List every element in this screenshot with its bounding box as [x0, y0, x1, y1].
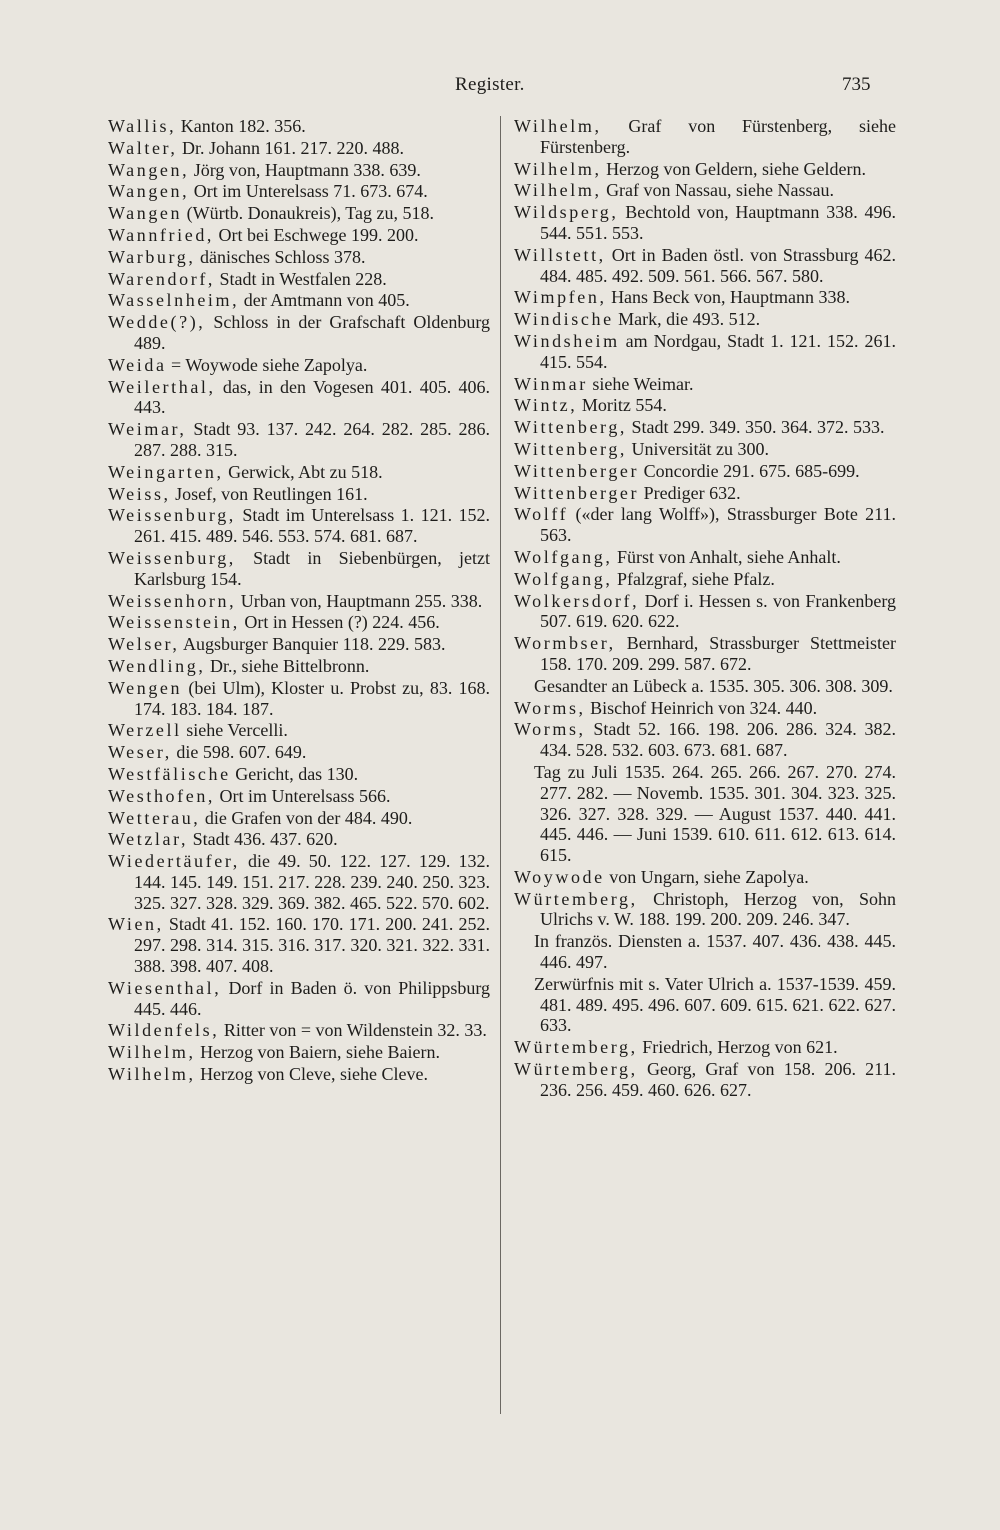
- index-references: Stadt in Siebenbürgen, jetzt Karlsburg 154.: [134, 547, 491, 589]
- index-entry: [108, 160, 490, 181]
- index-headword: Woywode: [514, 866, 605, 887]
- index-entry: [514, 1037, 896, 1058]
- index-headword: Wilhelm,: [108, 1042, 196, 1063]
- index-references: Dorf i. Hessen s. von Frankenberg 507. 619. 620. 622.: [540, 590, 896, 632]
- index-references: die 49. 50. 122. 127. 129. 132. 144. 145. 149. 151. 217. 228. 239. 240. 250. 323. 325. 327. 328. 329. 369. 382. 465. 522. 570. 602.: [134, 851, 490, 913]
- index-references: Stadt in Westfalen 228.: [219, 268, 387, 289]
- index-entry: [108, 808, 490, 829]
- index-references: Moritz 554.: [581, 395, 667, 416]
- index-headword: Wedde(?),: [108, 312, 206, 333]
- index-references: Gerwick, Abt zu 518.: [228, 461, 383, 482]
- index-entry: [514, 245, 896, 287]
- index-entry: [108, 720, 490, 741]
- index-references: Stadt 93. 137. 242. 264. 282. 285. 286. 287. 288. 315.: [134, 419, 490, 460]
- index-column-left: [108, 116, 490, 1086]
- index-entry: [514, 483, 896, 504]
- index-headword: Wittenberg,: [514, 417, 628, 438]
- index-entry: [514, 889, 896, 931]
- index-references: Herzog von Cleve, siehe Cleve.: [200, 1064, 428, 1085]
- index-entry: [108, 548, 490, 590]
- index-entry: [108, 269, 490, 290]
- index-references: Josef, von Reutlingen 161.: [175, 483, 368, 504]
- index-references: Christoph, Herzog von, Sohn Ulrichs v. W. 188. 199. 200. 209. 246. 347.: [540, 888, 897, 930]
- index-entry: [514, 202, 896, 244]
- index-entry: [108, 355, 490, 376]
- index-headword: Wengen: [108, 677, 183, 698]
- index-headword: Weissenstein,: [108, 612, 240, 633]
- index-headword: Werzell: [108, 720, 182, 741]
- index-references: die 598. 607. 649.: [176, 742, 307, 763]
- index-entry: [108, 462, 490, 483]
- index-subentry: [514, 762, 896, 866]
- index-references: Gericht, das 130.: [235, 763, 359, 784]
- index-references: Stadt im Unterelsass 1. 121. 152. 261. 415. 489. 546. 553. 574. 681. 687.: [134, 505, 490, 547]
- index-headword: Wetzlar,: [108, 829, 189, 850]
- index-headword: Weilerthal,: [108, 376, 216, 397]
- index-references: am Nordgau, Stadt 1. 121. 152. 261. 415. 554.: [540, 330, 896, 372]
- index-headword: Wannfried,: [108, 224, 215, 245]
- index-entry: [514, 309, 896, 330]
- index-entry: [514, 116, 896, 158]
- index-entry: [514, 547, 896, 568]
- index-entry: [514, 417, 896, 438]
- index-entry: [514, 374, 896, 395]
- index-subentry: [514, 974, 896, 1036]
- index-references: dänisches Schloss 378.: [200, 246, 366, 267]
- index-entry: [514, 287, 896, 308]
- index-entry: [514, 1059, 896, 1101]
- index-entry: [514, 591, 896, 633]
- index-references: Ort in Hessen (?) 224. 456.: [244, 612, 440, 633]
- index-headword: Worms,: [514, 697, 586, 718]
- page-number: 735: [842, 74, 871, 95]
- index-references: Ritter von = von Wildenstein 32. 33.: [223, 1020, 487, 1041]
- index-references: siehe Vercelli.: [186, 720, 288, 741]
- index-headword: Westhofen,: [108, 785, 216, 806]
- index-headword: Wittenberger: [514, 460, 640, 481]
- index-entry: [108, 591, 490, 612]
- index-references: Jörg von, Hauptmann 338. 639.: [193, 159, 421, 180]
- index-headword: Warburg,: [108, 246, 196, 267]
- index-entry: [108, 505, 490, 547]
- index-references: Bechtold von, Hauptmann 338. 496. 544. 551. 553.: [540, 202, 897, 243]
- index-entry: [108, 247, 490, 268]
- index-headword: Wiesenthal,: [108, 977, 222, 998]
- index-headword: Weida: [108, 354, 167, 375]
- index-entry: [514, 331, 896, 373]
- index-headword: Weiss,: [108, 483, 171, 504]
- index-headword: Weimar,: [108, 419, 187, 440]
- index-entry: [108, 612, 490, 633]
- index-references: Schloss in der Grafschaft Oldenburg 489.: [134, 312, 491, 353]
- index-headword: Wetterau,: [108, 807, 201, 828]
- index-references: Bischof Heinrich von 324. 440.: [590, 697, 818, 718]
- index-references: Ort in Baden östl. von Strassburg 462. 484. 485. 492. 509. 561. 566. 567. 580.: [540, 244, 896, 286]
- index-headword: Würtemberg,: [514, 1059, 638, 1080]
- index-headword: Willstett,: [514, 244, 606, 265]
- index-entry: [514, 461, 896, 482]
- index-headword: Windsheim: [514, 330, 620, 351]
- index-headword: Wolfgang,: [514, 568, 613, 589]
- index-entry: [514, 867, 896, 888]
- index-references: Graf von Fürstenberg, siehe Fürstenberg.: [540, 116, 896, 157]
- index-headword: Weingarten,: [108, 461, 224, 482]
- index-references: Hans Beck von, Hauptmann 338.: [611, 287, 851, 308]
- index-subentry: [514, 931, 896, 973]
- index-headword: Wolff: [514, 504, 569, 525]
- index-references: Dr. Johann 161. 217. 220. 488.: [182, 137, 405, 158]
- index-entry: [108, 377, 490, 419]
- index-headword: Wildenfels,: [108, 1020, 220, 1041]
- index-headword: Walter,: [108, 137, 178, 158]
- index-references: Concordie 291. 675. 685-699.: [643, 460, 860, 481]
- index-entry: [108, 1020, 490, 1041]
- index-headword: Weissenburg,: [108, 547, 236, 568]
- index-entry: [514, 395, 896, 416]
- index-references: (bei Ulm), Kloster u. Probst zu, 83. 168. 174. 183. 184. 187.: [134, 677, 491, 719]
- index-headword: Wiedertäufer,: [108, 851, 240, 872]
- index-entry: [108, 678, 490, 720]
- index-entry: [108, 851, 490, 913]
- index-entry: [514, 159, 896, 180]
- index-headword: Wangen: [108, 203, 183, 224]
- index-headword: Wangen,: [108, 181, 190, 202]
- index-headword: Wolfgang,: [514, 546, 613, 567]
- index-headword: Wilhelm,: [514, 158, 602, 179]
- index-headword: Wittenberger: [514, 482, 640, 503]
- index-entry: [108, 1064, 490, 1085]
- page-title: Register.: [455, 74, 525, 95]
- index-headword: Wolkersdorf,: [514, 590, 640, 611]
- index-entry: [108, 203, 490, 224]
- index-entry: [108, 978, 490, 1020]
- index-entry: [514, 180, 896, 201]
- index-headword: Windische: [514, 309, 614, 330]
- index-references: Gesandter an Lübeck a. 1535. 305. 306. 308. 309.: [534, 675, 893, 696]
- index-entry: [514, 504, 896, 546]
- index-headword: Weissenburg,: [108, 505, 236, 526]
- index-headword: Wimpfen,: [514, 287, 607, 308]
- index-entry: [108, 634, 490, 655]
- index-entry: [108, 786, 490, 807]
- index-entry: [108, 764, 490, 785]
- index-subentry: [514, 676, 896, 697]
- index-entry: [514, 569, 896, 590]
- index-references: Friedrich, Herzog von 621.: [642, 1037, 838, 1058]
- index-entry: [108, 290, 490, 311]
- index-entry: [108, 312, 490, 354]
- index-headword: Winmar: [514, 373, 588, 394]
- index-headword: Wasselnheim,: [108, 290, 240, 311]
- index-headword: Würtemberg,: [514, 1037, 638, 1058]
- index-entry: [108, 116, 490, 137]
- index-references: Urban von, Hauptmann 255. 338.: [240, 590, 483, 611]
- index-references: Zerwürfnis mit s. Vater Ulrich a. 1537-1539. 459. 481. 489. 495. 496. 607. 609. 615. 621. 622. 627. 633.: [534, 973, 896, 1036]
- index-references: die Grafen von der 484. 490.: [204, 807, 413, 828]
- index-entry: [514, 633, 896, 675]
- index-references: das, in den Vogesen 401. 405. 406. 443.: [134, 376, 490, 418]
- index-headword: Wormbser,: [514, 633, 616, 654]
- index-references: Mark, die 493. 512.: [618, 309, 761, 330]
- index-headword: Wangen,: [108, 159, 190, 180]
- index-references: Stadt 436. 437. 620.: [192, 829, 338, 850]
- index-entry: [514, 439, 896, 460]
- index-entry: [108, 914, 490, 976]
- index-entry: [108, 829, 490, 850]
- index-headword: Würtemberg,: [514, 888, 638, 909]
- index-references: («der lang Wolff»), Strassburger Bote 211. 563.: [540, 504, 896, 546]
- index-headword: Wildsperg,: [514, 202, 619, 223]
- index-entry: [108, 225, 490, 246]
- index-references: Stadt 41. 152. 160. 170. 171. 200. 241. 252. 297. 298. 314. 315. 316. 317. 320. 321. 322. 331. 388. 398. 407. 408.: [134, 914, 490, 977]
- index-references: Ort im Unterelsass 71. 673. 674.: [193, 181, 428, 202]
- index-references: (Würtb. Donaukreis), Tag zu, 518.: [186, 203, 434, 224]
- index-entry: [514, 719, 896, 761]
- index-references: siehe Weimar.: [592, 373, 694, 394]
- page-header: [0, 74, 1000, 104]
- index-references: Kanton 182. 356.: [180, 116, 306, 136]
- index-entry: [108, 484, 490, 505]
- index-references: von Ungarn, siehe Zapolya.: [609, 866, 809, 887]
- index-headword: Wilhelm,: [108, 1064, 196, 1085]
- index-references: In französ. Diensten a. 1537. 407. 436. 438. 445. 446. 497.: [534, 931, 896, 973]
- index-references: Dr., siehe Bittelbronn.: [209, 655, 370, 676]
- index-headword: Wien,: [108, 914, 164, 935]
- index-references: Georg, Graf von 158. 206. 211. 236. 256. 459. 460. 626. 627.: [540, 1059, 896, 1100]
- index-references: Prediger 632.: [643, 482, 741, 503]
- index-headword: Weser,: [108, 742, 172, 763]
- column-divider: [500, 116, 501, 1414]
- index-headword: Wallis,: [108, 116, 177, 136]
- index-entry: [514, 698, 896, 719]
- index-references: Herzog von Geldern, siehe Geldern.: [606, 158, 866, 179]
- index-references: Ort bei Eschwege 199. 200.: [218, 224, 419, 245]
- index-references: Fürst von Anhalt, siehe Anhalt.: [616, 546, 841, 567]
- index-references: Universität zu 300.: [631, 438, 770, 459]
- index-column-right: [514, 116, 896, 1102]
- index-entry: [108, 1042, 490, 1063]
- index-entry: [108, 419, 490, 461]
- index-headword: Warendorf,: [108, 268, 216, 289]
- index-references: Augsburger Banquier 118. 229. 583.: [183, 634, 446, 655]
- index-headword: Wintz,: [514, 395, 578, 416]
- index-headword: Wendling,: [108, 655, 206, 676]
- index-headword: Worms,: [514, 719, 586, 740]
- index-references: Ort im Unterelsass 566.: [219, 785, 391, 806]
- index-references: Stadt 52. 166. 198. 206. 286. 324. 382. 434. 528. 532. 603. 673. 681. 687.: [540, 719, 896, 761]
- index-headword: Westfälische: [108, 763, 231, 784]
- index-headword: Wilhelm,: [514, 180, 602, 201]
- index-references: Pfalzgraf, siehe Pfalz.: [616, 568, 775, 589]
- index-references: Bernhard, Strassburger Stettmeister 158. 170. 209. 299. 587. 672.: [540, 633, 896, 674]
- index-entry: [108, 138, 490, 159]
- index-headword: Wilhelm,: [514, 116, 602, 136]
- index-references: = Woywode siehe Zapolya.: [171, 354, 368, 375]
- index-references: Herzog von Baiern, siehe Baiern.: [200, 1042, 440, 1063]
- index-entry: [108, 656, 490, 677]
- index-references: Graf von Nassau, siehe Nassau.: [606, 180, 834, 201]
- index-references: Tag zu Juli 1535. 264. 265. 266. 267. 270. 274. 277. 282. — Novemb. 1535. 301. 304. 323. 325. 326. 327. 328. 329. — August 1537. 440. 441. 445. 446. — Juni 1539. 610. 611. 612. 613. 614. 615.: [534, 761, 896, 866]
- index-headword: Welser,: [108, 634, 180, 655]
- index-entry: [108, 181, 490, 202]
- index-references: Dorf in Baden ö. von Philippsburg 445. 446.: [134, 977, 490, 1019]
- index-references: Stadt 299. 349. 350. 364. 372. 533.: [631, 417, 885, 438]
- index-entry: [108, 742, 490, 763]
- index-references: der Amtmann von 405.: [243, 290, 410, 311]
- index-headword: Weissenhorn,: [108, 590, 237, 611]
- index-headword: Wittenberg,: [514, 438, 628, 459]
